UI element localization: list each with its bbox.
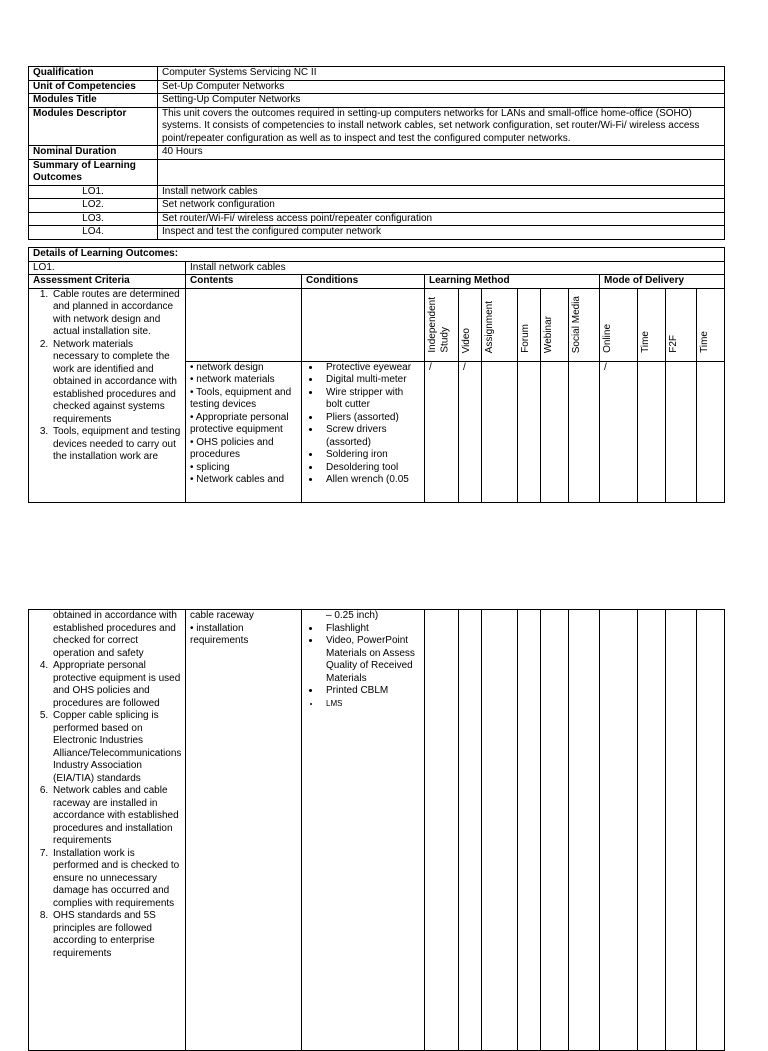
assessment-criteria-cell [29, 610, 186, 1051]
method-independent-study: Independent Study [427, 297, 451, 353]
outcome-text: Set network configuration [158, 199, 725, 213]
method-webinar: Webinar [543, 315, 554, 353]
content-item: • Tools, equipment and testing devices [190, 386, 292, 410]
condition-item: • Digital multi-meter [321, 374, 420, 387]
content-item: • network materials [190, 374, 275, 385]
header-assessment-criteria: Assessment Criteria [29, 275, 186, 289]
condition-item: • LMS [321, 698, 420, 711]
criterion-item: 1. Cable routes are determined and planned in accordance with network design and actual installation site. [51, 289, 181, 339]
content-item: • installation requirements [190, 622, 249, 646]
content-item: • Appropriate personal protective equipment [190, 411, 289, 435]
delivery-f2f: F2F [668, 335, 679, 353]
delivery-time: Time [699, 331, 710, 353]
criterion-item: 3. Tools, equipment and testing devices needed to carry out the installation work are [51, 426, 181, 464]
criterion-item: 6. Network cables and cable raceway are installed in accordance with established procedures and installation requirements [51, 785, 181, 848]
content-item: • network design [190, 361, 264, 373]
contents-cell [186, 361, 302, 502]
contents-cell [186, 610, 302, 1051]
header-conditions: Conditions [302, 275, 425, 289]
outcome-code: LO2. [29, 199, 158, 213]
learning-outcome-details-continued [28, 609, 725, 1051]
outcome-text: Set router/Wi-Fi/ wireless access point/repeater configuration [158, 212, 725, 226]
condition-item: • Desoldering tool [321, 462, 420, 475]
delivery-online: Online [602, 324, 613, 353]
delivery-time: Time [640, 331, 651, 353]
lo-code: LO1. [29, 261, 186, 275]
criterion-item: 5. Copper cable splicing is performed based on Electronic Industries Alliance/Telecommunications Industry Association (EIA/TIA) standards [51, 710, 181, 785]
criterion-continued: obtained in accordance with established procedures and checked for correct operation and safety [53, 610, 177, 659]
header-learning-method: Learning Method [425, 275, 600, 289]
condition-item: • Video, PowerPoint Materials on Assess Quality of Received Materials [321, 635, 420, 685]
outcome-code: LO1. [29, 185, 158, 199]
outcome-text: Install network cables [158, 185, 725, 199]
condition-item: • Soldering iron [321, 449, 420, 462]
condition-continued: – 0.25 inch) [326, 610, 379, 621]
module-title-value: Setting-Up Computer Networks [158, 94, 725, 108]
details-title: Details of Learning Outcomes: [29, 248, 725, 262]
method-video: Video [461, 327, 472, 353]
conditions-list [306, 623, 420, 711]
condition-item: • Wire stripper with bolt cutter [321, 387, 420, 412]
criterion-item: 7. Installation work is performed and is checked to ensure no unnecessary damage has occurred and complies with requirements [51, 848, 181, 911]
qualification-label: Qualification [29, 67, 158, 81]
conditions-cell [302, 610, 425, 1051]
header-contents: Contents [186, 275, 302, 289]
unit-value: Set-Up Computer Networks [158, 80, 725, 94]
module-summary-table [28, 66, 725, 240]
criterion-item: 8. OHS standards and 5S principles are followed according to enterprise requirements [51, 910, 181, 960]
method-forum: Forum [520, 324, 531, 353]
condition-item: • Screw drivers (assorted) [321, 424, 420, 449]
learning-outcome-details-table [28, 247, 725, 503]
assessment-criteria-list [33, 660, 181, 960]
criterion-item: 2. Network materials necessary to complete the work are identified and obtained in accordance with established procedures and checked against systems requirements [51, 339, 181, 427]
outcomes-label: Summary of Learning Outcomes [29, 159, 158, 185]
qualification-value: Computer Systems Servicing NC II [158, 67, 725, 81]
descriptor-value: This unit covers the outcomes required in setting-up computers networks for LANs and small-office home-office (SOHO) systems. It consists of competencies to install network cables, set network configuration, set router/Wi-Fi/ wireless access point/repeater configuration as well as to inspect and test the configured computer networks. [158, 107, 725, 146]
header-mode-of-delivery: Mode of Delivery [600, 275, 725, 289]
assessment-criteria-cell [29, 288, 186, 502]
assessment-criteria-list [33, 289, 181, 464]
lo-text: Install network cables [186, 261, 725, 275]
condition-item: • Flashlight [321, 623, 420, 636]
descriptor-label: Modules Descriptor [29, 107, 158, 146]
content-item: • OHS policies and procedures [190, 436, 274, 460]
content-item: • splicing [190, 461, 230, 473]
condition-item: • Protective eyewear [321, 362, 420, 375]
mark-online: / [600, 361, 638, 502]
module-title-label: Modules Title [29, 94, 158, 108]
conditions-list [306, 362, 420, 487]
conditions-cell [302, 361, 425, 502]
outcome-code: LO3. [29, 212, 158, 226]
method-assignment: Assignment [484, 300, 495, 353]
condition-item: • Allen wrench (0.05 [321, 474, 420, 487]
duration-label: Nominal Duration [29, 146, 158, 160]
outcome-code: LO4. [29, 226, 158, 240]
unit-label: Unit of Competencies [29, 80, 158, 94]
outcome-text: Inspect and test the configured computer network [158, 226, 725, 240]
condition-item: • Pliers (assorted) [321, 412, 420, 425]
method-social-media: Social Media [571, 295, 582, 353]
duration-value: 40 Hours [158, 146, 725, 160]
condition-item: • Printed CBLM [321, 685, 420, 698]
mark-independent-study: / [425, 361, 459, 502]
mark-video: / [459, 361, 482, 502]
content-item: • Network cables and [190, 474, 285, 485]
criterion-item: 4. Appropriate personal protective equipment is used and OHS policies and procedures are followed [51, 660, 181, 710]
content-item: cable raceway [190, 610, 254, 621]
